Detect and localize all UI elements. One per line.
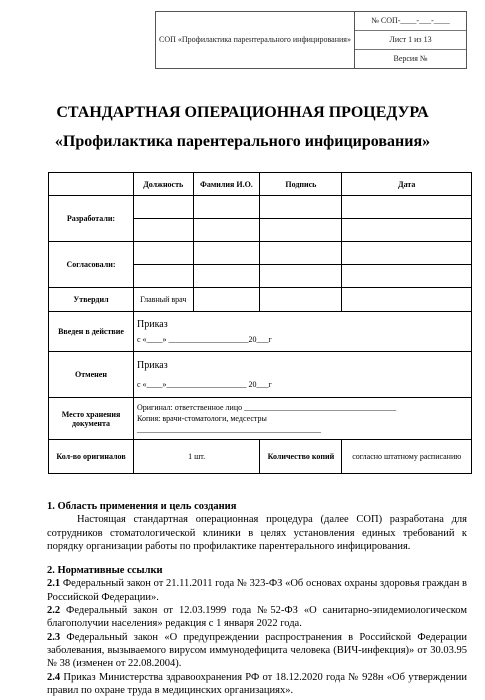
approved-position: Главный врач [134, 288, 194, 312]
document-body [47, 500, 467, 697]
developed-label: Разработали: [49, 196, 134, 242]
table-corner-cell [49, 173, 134, 196]
document-subtitle: «Профилактика парентерального инфицирования» [54, 133, 431, 150]
section-2-title: 2. Нормативные ссылки [47, 565, 163, 577]
header-sop-number: № СОП-____-___-____ [355, 12, 466, 31]
column-header-name: Фамилия И.О. [193, 173, 260, 196]
originals-count-value: 1 шт. [134, 440, 260, 474]
column-header-signature: Подпись [260, 173, 342, 196]
section-1-title: 1. Область применения и цель создания [47, 501, 237, 512]
copies-value: согласно штатному расписанию [342, 440, 472, 474]
introduced-order-date: с «____» ____________________20___г [137, 334, 272, 344]
cancelled-order [134, 352, 472, 398]
introduced-order [134, 312, 472, 352]
approved-label: Утвердил [49, 288, 134, 312]
table-row [49, 312, 472, 352]
table-header-row [49, 173, 472, 196]
document-header [155, 11, 467, 69]
table-row [49, 398, 472, 440]
copies-label: Количество копий [260, 440, 342, 474]
approval-table [48, 172, 472, 474]
reference-item: 2.1 Федеральный закон от 21.11.2011 года № 323-ФЗ «Об основах охраны здоровья граждан в Российской Федерации». [47, 578, 467, 603]
cancelled-label: Отменен [49, 352, 134, 398]
storage-label: Место хранения документа [49, 398, 134, 440]
table-row [49, 288, 472, 312]
storage-details [134, 398, 472, 440]
reference-item: 2.3 Федеральный закон «О предупреждении распространения в Российской Федерации заболевания, вызываемого вирусом иммунодефицита человека (ВИЧ-инфекция)» от 30.03.95 № 38 (изменен от 22.08.2004). [47, 631, 467, 670]
table-row [49, 196, 472, 219]
originals-count-label: Кол-во оригиналов [49, 440, 134, 474]
storage-line: ______________________________________________ [137, 425, 321, 434]
section-1-text: Настоящая стандартная операционная процедура (далее СОП) разработана для сотрудников стоматологической клиники в целях установления единых требований к порядку организации работы по профилактике парентерального инфицирования. [47, 514, 467, 552]
storage-copy: Копия: врачи-стоматологи, медсестры [137, 414, 267, 423]
introduced-order-word: Приказ [137, 318, 168, 330]
introduced-label: Введен в действие [49, 312, 134, 352]
header-sheet: Лист 1 из 13 [355, 31, 466, 50]
table-row [49, 440, 472, 474]
reference-item: 2.2 Федеральный закон от 12.03.1999 года №52-ФЗ «О санитарно-эпидемиологическом благополучии населения» редакция с 1 января 2022 года. [47, 605, 467, 630]
table-row [49, 352, 472, 398]
cancelled-order-date: с «____»____________________ 20___г [137, 379, 272, 389]
reference-item: 2.4 Приказ Министерства здравоохранения РФ от 18.12.2020 года № 928н «Об утверждении правил по охране труда в медицинских организациях». [47, 671, 467, 696]
header-version: Версия № [393, 54, 428, 63]
header-sop-title: СОП «Профилактика парентерального инфицирования» [156, 12, 355, 68]
agreed-label: Согласовали: [49, 242, 134, 288]
header-meta [355, 12, 466, 68]
storage-original: Оригинал: ответственное лицо ______________________________________ [137, 403, 397, 412]
column-header-date: Дата [342, 173, 472, 196]
column-header-position: Должность [134, 173, 194, 196]
cancelled-order-word: Приказ [137, 359, 168, 371]
table-row [49, 242, 472, 265]
document-title: СТАНДАРТНАЯ ОПЕРАЦИОННАЯ ПРОЦЕДУРА [56, 104, 429, 121]
